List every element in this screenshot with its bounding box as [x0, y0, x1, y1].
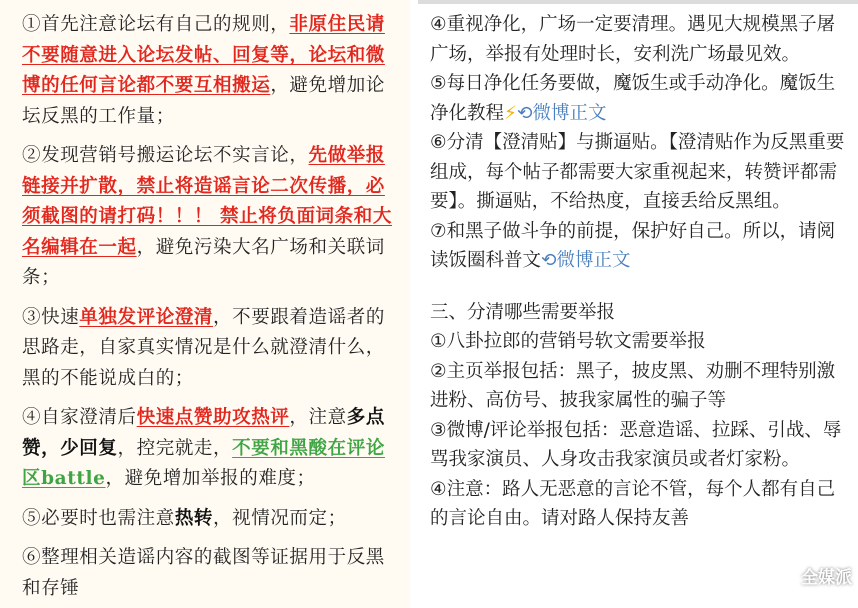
rule-1-emphasis: 非原住民请不要随意进入论坛发帖、回复等，论坛和微博的任何言论都不要互相搬运: [22, 14, 385, 96]
wechat-logo-icon: [774, 567, 796, 585]
item-protect-self-text: ⑦和黑子做斗争的前提，保护好自己。所以，请阅读饭圈科普文: [430, 220, 836, 271]
report-item-2: ②主页举报包括：黑子，披皮黑、劝删不理特别激进粉、高仿号、披我家属性的骗子等: [430, 360, 836, 411]
item-daily-task: [430, 69, 846, 128]
item-purify: ④重视净化，广场一定要清理。遇见大规模黑子屠广场，举报有处理时长，安利洗广场最见效。: [430, 14, 836, 65]
weibo-link-1-label: 微博正文: [532, 102, 607, 124]
report-item-1: ①八卦拉郎的营销号软文需要举报: [430, 331, 706, 352]
rule-4: [22, 403, 396, 495]
rule-2-emphasis: 先做举报链接并扩散，禁止将造谣言论二次传播，必须截图的请打码！！！ 禁止将负面词条和大名编辑在一起: [22, 145, 392, 258]
rule-4-mid2: ，控完就走，: [117, 437, 233, 459]
watermark-text: 全媒派: [801, 568, 852, 588]
rule-4-mid: ，注意: [289, 407, 347, 428]
weibo-link-icon: ⟲: [541, 250, 557, 271]
rule-3-emphasis: 单独发评论澄清: [79, 306, 214, 328]
rule-1-intro: ①首先注意论坛有自己的规则，: [22, 14, 290, 35]
rule-3-tail: ，不要跟着造谣者的思路走，自家真实情况是什么就澄清什么，黑的不能说成白的；: [22, 306, 385, 389]
rule-5: [22, 504, 396, 535]
watermark: [774, 563, 852, 588]
rule-2-tail: ，避免污染大名广场和关联词条；: [22, 236, 385, 288]
rule-4-emphasis: 快速点赞助攻热评: [136, 407, 290, 428]
rule-6-text: ⑥整理相关造谣内容的截图等证据用于反黑和存锤: [22, 547, 385, 599]
rule-4-green: 不要和黑酸在评论区battle: [22, 437, 385, 489]
weibo-link-2-label: 微博正文: [556, 250, 631, 271]
rule-5-tail: ，视情况而定；: [213, 507, 347, 529]
rule-1-tail: ，避免增加论坛反黑的工作量；: [22, 75, 385, 127]
rule-3: [22, 303, 396, 395]
right-screenshot-panel: [418, 0, 858, 608]
item-daily-task-text: ⑤每日净化任务要做，魔饭生或手动净化。魔饭生净化教程: [430, 73, 836, 124]
section-heading: 三、分清哪些需要举报: [430, 301, 616, 323]
left-screenshot-panel: [0, 0, 410, 608]
report-item-3: ③微博/评论举报包括：恶意造谣、拉踩、引战、辱骂我家演员、人身攻击我家演员或者灯家粉。: [430, 419, 842, 470]
section-gap: [430, 276, 846, 298]
panel-divider: [410, 0, 418, 608]
rule-6: [22, 543, 396, 604]
weibo-link-1[interactable]: [517, 103, 607, 124]
item-clarify-post: ⑥分清【澄清贴】与撕逼贴。【澄清贴作为反黑重要组成，每个帖子都需要大家重视起来，转赞评都需要】。撕逼贴，不给热度，直接丢给反黑组。: [430, 132, 845, 212]
weibo-link-2[interactable]: [541, 250, 631, 271]
rule-5-intro: ⑤必要时也需注意: [22, 507, 175, 529]
report-item-4: ④注意：路人无恶意的言论不管，每个人都有自己的言论自由。请对路人保持友善: [430, 478, 836, 529]
rule-2: [22, 141, 396, 294]
rule-4-bold: 多点赞，少回复: [22, 407, 385, 459]
rule-1: [22, 10, 396, 132]
item-protect-self: [430, 217, 846, 276]
rule-2-intro: ②发现营销号搬运论坛不实言论，: [22, 145, 309, 166]
lightning-icon: ⚡: [504, 102, 518, 124]
rule-5-bold: 热转: [174, 507, 214, 529]
rule-4-tail: ，避免增加举报的难度；: [105, 468, 316, 489]
rule-4-intro: ④自家澄清后: [22, 407, 137, 428]
top-edge-bar: [418, 0, 858, 4]
weibo-link-icon: ⟲: [517, 102, 533, 124]
rule-3-intro: ③快速: [22, 306, 80, 328]
